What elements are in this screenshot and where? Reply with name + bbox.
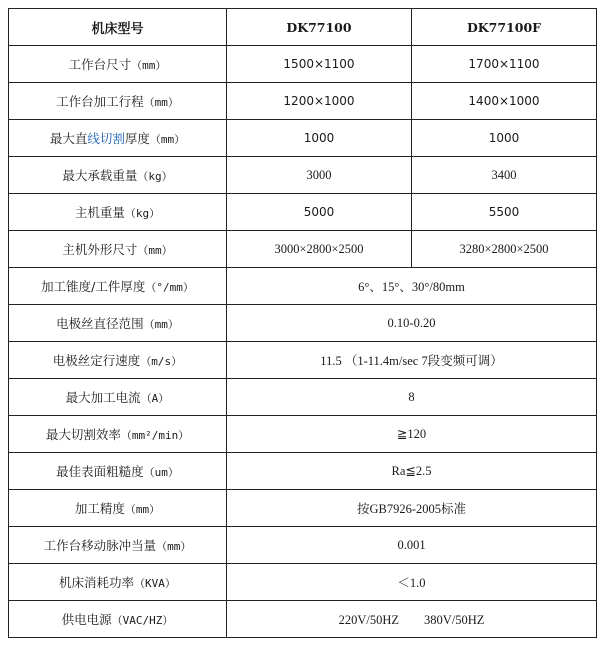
header-model-b: DK77100F [412, 9, 597, 46]
table-row [9, 490, 597, 527]
value-model-b: 1700×1100 [412, 46, 597, 83]
value-shared: ＜1.0 [227, 564, 597, 601]
row-label: 供电电源（VAC/HZ） [9, 601, 227, 638]
value-shared: Ra≦2.5 [227, 453, 597, 490]
value-model-b: 3400 [412, 157, 597, 194]
value-shared: 0.10-0.20 [227, 305, 597, 342]
row-label: 工作台加工行程（mm） [9, 83, 227, 120]
value-model-a: 1000 [227, 120, 412, 157]
value-shared: 6°、15°、30°/80mm [227, 268, 597, 305]
row-label: 最大承载重量（kg） [9, 157, 227, 194]
value-model-a: 1200×1000 [227, 83, 412, 120]
table-row [9, 120, 597, 157]
row-label: 电极丝直径范围（mm） [9, 305, 227, 342]
table-row [9, 453, 597, 490]
row-label: 电极丝定行速度（m/s） [9, 342, 227, 379]
value-shared: 按GB7926-2005标准 [227, 490, 597, 527]
row-label: 最佳表面粗糙度（um） [9, 453, 227, 490]
table-row [9, 194, 597, 231]
value-model-b: 3280×2800×2500 [412, 231, 597, 268]
table-row [9, 601, 597, 638]
value-shared: 0.001 [227, 527, 597, 564]
value-model-b: 1000 [412, 120, 597, 157]
table-row [9, 268, 597, 305]
table-row [9, 342, 597, 379]
table-row [9, 157, 597, 194]
value-model-a: 3000×2800×2500 [227, 231, 412, 268]
value-shared: 8 [227, 379, 597, 416]
value-shared: 220V/50HZ 380V/50HZ [227, 601, 597, 638]
header-row [9, 9, 597, 46]
row-label: 主机外形尺寸（mm） [9, 231, 227, 268]
table-row [9, 564, 597, 601]
header-label: 机床型号 [9, 9, 227, 46]
value-model-a: 5000 [227, 194, 412, 231]
table-row [9, 305, 597, 342]
row-label: 最大直线切割厚度（mm） [9, 120, 227, 157]
row-label: 工作台移动脉冲当量（mm） [9, 527, 227, 564]
row-label: 加工锥度/工件厚度（°/mm） [9, 268, 227, 305]
value-shared: 11.5 （1-11.4m/sec 7段变频可调） [227, 342, 597, 379]
value-shared: ≧120 [227, 416, 597, 453]
row-label: 机床消耗功率（KVA） [9, 564, 227, 601]
row-label: 最大加工电流（A） [9, 379, 227, 416]
row-label: 加工精度（mm） [9, 490, 227, 527]
table-row [9, 83, 597, 120]
table-row [9, 379, 597, 416]
row-label: 工作台尺寸（mm） [9, 46, 227, 83]
table-row [9, 527, 597, 564]
table-row [9, 46, 597, 83]
value-model-b: 5500 [412, 194, 597, 231]
row-label: 最大切割效率（mm²/min） [9, 416, 227, 453]
header-model-a: DK77100 [227, 9, 412, 46]
value-model-a: 1500×1100 [227, 46, 412, 83]
row-label: 主机重量（kg） [9, 194, 227, 231]
spec-table [8, 8, 597, 638]
value-model-a: 3000 [227, 157, 412, 194]
wire-cut-link[interactable]: 线切割 [87, 131, 125, 146]
table-row [9, 416, 597, 453]
table-row [9, 231, 597, 268]
value-model-b: 1400×1000 [412, 83, 597, 120]
